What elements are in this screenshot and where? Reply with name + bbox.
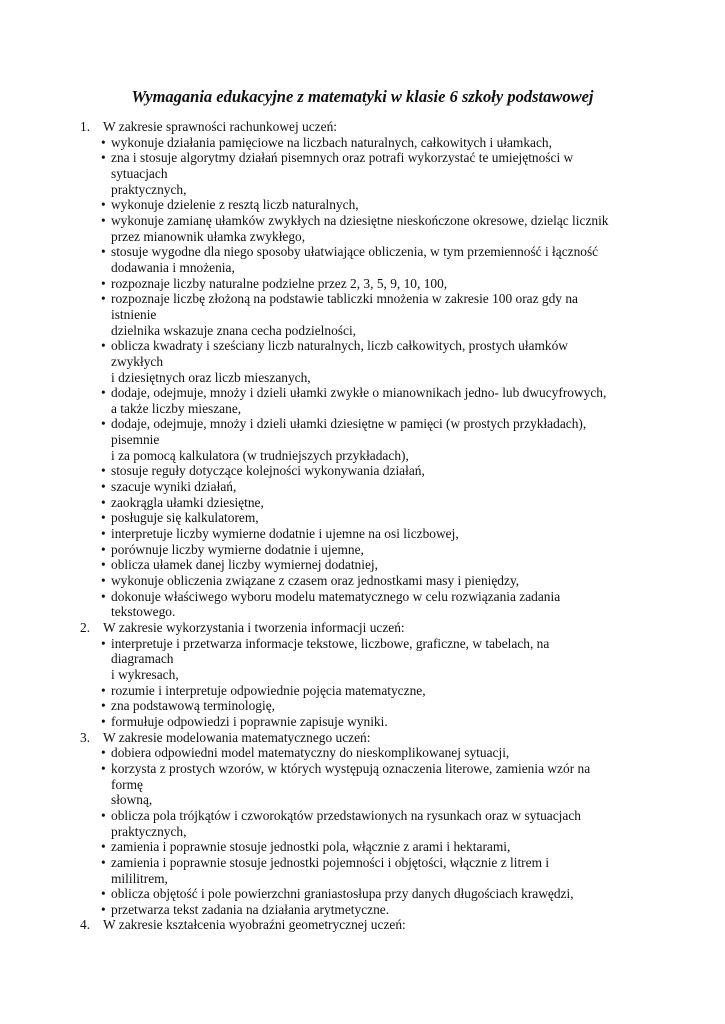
list-item [80, 902, 640, 918]
item-line [80, 792, 640, 808]
item-text: wykonuje zamianę ułamków zwykłych na dziesiętne nieskończone okresowe, dzieląc licznik [111, 212, 609, 228]
item-text: dobiera odpowiedni model matematyczny do nieskomplikowanej sytuacji, [111, 745, 510, 761]
list-item [80, 808, 640, 839]
item-line [80, 839, 640, 855]
item-text: sytuacjach [111, 165, 168, 181]
bullet-icon: • [101, 698, 106, 714]
bullet-icon: • [101, 760, 106, 776]
item-text: wykonuje działania pamięciowe na liczbach naturalnych, całkowitych i ułamkach, [111, 134, 552, 150]
item-line [80, 557, 640, 573]
item-text: zna i stosuje algorytmy działań pisemnych oraz potrafi wykorzystać te umiejętności w [111, 150, 574, 166]
item-text: interpretuje liczby wymierne dodatnie i ujemne na osi liczbowej, [111, 526, 459, 542]
item-line [80, 667, 640, 683]
item-line [80, 291, 640, 307]
list-item [80, 463, 640, 479]
item-line [80, 370, 640, 386]
item-text: dodawania i mnożenia, [111, 259, 235, 275]
bullet-icon: • [101, 541, 106, 557]
list-item [80, 213, 640, 244]
item-text: zamienia i poprawnie stosuje jednostki pola, włącznie z arami i hektarami, [111, 839, 511, 855]
list-item [80, 244, 640, 275]
item-line [80, 573, 640, 589]
bullet-icon: • [101, 150, 106, 166]
item-line [80, 761, 640, 777]
bullet-icon: • [101, 212, 106, 228]
item-text: posługuje się kalkulatorem, [111, 510, 259, 526]
item-text: zwykłych [111, 353, 164, 369]
list-section [80, 620, 640, 730]
list-section [80, 730, 640, 918]
bullet-icon: • [101, 291, 106, 307]
item-line [80, 307, 640, 323]
item-line [80, 135, 640, 151]
item-text: porównuje liczby wymierne dodatnie i ujemne, [111, 541, 364, 557]
item-line [80, 886, 640, 902]
item-line [80, 401, 640, 417]
item-text: stosuje wygodne dla niego sposoby ułatwiające obliczenia, w tym przemienność i łączność [111, 244, 599, 260]
list-item [80, 479, 640, 495]
bullet-icon: • [101, 510, 106, 526]
section-number: 1. [80, 119, 91, 134]
item-line [80, 197, 640, 213]
item-text: słowną, [111, 792, 153, 808]
item-line [80, 542, 640, 558]
bullet-icon: • [101, 385, 106, 401]
item-text: stosuje reguły dotyczące kolejności wykonywania działań, [111, 463, 425, 479]
item-line [80, 166, 640, 182]
list-item [80, 557, 640, 573]
item-line [80, 479, 640, 495]
section-heading [80, 917, 640, 933]
item-line [80, 150, 640, 166]
item-text: przetwarza tekst zadania na działania arytmetyczne. [111, 901, 390, 917]
item-line [80, 510, 640, 526]
item-line [80, 808, 640, 824]
section-number: 4. [80, 917, 91, 933]
section-number: 3. [80, 729, 91, 745]
list-item [80, 745, 640, 761]
item-text: rozumie i interpretuje odpowiednie pojęcia matematyczne, [111, 682, 426, 698]
list-item [80, 495, 640, 511]
list-item [80, 385, 640, 416]
item-text: praktycznych, [111, 823, 187, 839]
item-text: tekstowego. [111, 604, 176, 620]
section-heading [80, 119, 640, 135]
item-text: pisemnie [111, 432, 160, 448]
item-text: diagramach [111, 651, 174, 667]
list-item [80, 714, 640, 730]
bullet-icon: • [101, 463, 106, 479]
item-line [80, 636, 640, 652]
list-item [80, 542, 640, 558]
item-line [80, 526, 640, 542]
bullet-icon: • [101, 416, 106, 432]
list-item [80, 526, 640, 542]
item-text: szacuje wyniki działań, [111, 479, 237, 495]
item-line [80, 463, 640, 479]
section-heading [80, 730, 640, 746]
item-line [80, 354, 640, 370]
item-line [80, 213, 640, 229]
item-text: zna podstawową terminologię, [111, 698, 275, 714]
bullet-icon: • [101, 901, 106, 917]
item-line [80, 448, 640, 464]
item-text: formę [111, 776, 143, 792]
item-text: a także liczby mieszane, [111, 400, 242, 416]
item-text: wykonuje dzielenie z resztą liczb naturalnych, [111, 197, 359, 213]
item-line [80, 698, 640, 714]
item-line [80, 589, 640, 605]
item-text: zaokrągla ułamki dziesiętne, [111, 494, 264, 510]
bullet-icon: • [101, 134, 106, 150]
item-text: dodaje, odejmuje, mnoży i dzieli ułamki zwykłe o mianownikach jedno- lub dwucyfrowych, [111, 385, 607, 401]
bullet-icon: • [101, 275, 106, 291]
item-text: wykonuje obliczenia związane z czasem oraz jednostkami masy i pieniędzy, [111, 573, 520, 589]
list-item [80, 698, 640, 714]
section-heading-text: W zakresie wykorzystania i tworzenia informacji uczeń: [103, 620, 405, 635]
item-text: dokonuje właściwego wyboru modelu matematycznego w celu rozwiązania zadania [111, 588, 561, 604]
item-text: dodaje, odejmuje, mnoży i dzieli ułamki dziesiętne w pamięci (w prostych przykładach), [111, 416, 587, 432]
list-item [80, 150, 640, 197]
item-text: oblicza ułamek danej liczby wymiernej dodatniej, [111, 557, 378, 573]
item-line [80, 495, 640, 511]
bullet-icon: • [101, 479, 106, 495]
item-text: interpretuje i przetwarza informacje tekstowe, liczbowe, graficzne, w tabelach, na [111, 635, 550, 651]
list-item [80, 589, 640, 620]
list-item [80, 761, 640, 808]
page-title: Wymagania edukacyjne z matematyki w klasie 6 szkoły podstawowej [131, 87, 594, 106]
bullet-icon: • [101, 526, 106, 542]
item-line [80, 651, 640, 667]
bullet-icon: • [101, 244, 106, 260]
item-text: mililitrem, [111, 870, 168, 886]
bullet-icon: • [101, 854, 106, 870]
bullet-icon: • [101, 197, 106, 213]
list-item [80, 197, 640, 213]
item-line [80, 244, 640, 260]
item-line [80, 745, 640, 761]
list-item [80, 338, 640, 385]
item-text: i dziesiętnych oraz liczb mieszanych, [111, 369, 311, 385]
bullet-icon: • [101, 494, 106, 510]
section-number: 2. [80, 620, 91, 635]
list-item [80, 135, 640, 151]
list-item [80, 416, 640, 463]
item-line [80, 229, 640, 245]
item-line [80, 604, 640, 620]
section-heading [80, 620, 640, 636]
item-text: i wykresach, [111, 666, 179, 682]
item-line [80, 714, 640, 730]
section-heading-text: W zakresie sprawności rachunkowej uczeń: [103, 119, 337, 134]
item-text: zamienia i poprawnie stosuje jednostki pojemności i objętości, włącznie z litrem i [111, 854, 550, 870]
section-heading-text: W zakresie modelowania matematycznego uczeń: [103, 729, 371, 745]
bullet-icon: • [101, 338, 106, 354]
item-text: formułuje odpowiedzi i poprawnie zapisuje wyniki. [111, 713, 388, 729]
list-item [80, 510, 640, 526]
item-text: przez mianownik ułamka zwykłego, [111, 228, 306, 244]
item-text: dzielnika wskazuje znana cecha podzielności, [111, 322, 357, 338]
item-line [80, 432, 640, 448]
bullet-icon: • [101, 839, 106, 855]
list-item [80, 573, 640, 589]
item-line [80, 182, 640, 198]
item-line [80, 323, 640, 339]
bullet-icon: • [101, 635, 106, 651]
item-text: istnienie [111, 306, 157, 322]
item-text: oblicza pola trójkątów i czworokątów przedstawionych na rysunkach oraz w sytuacjach [111, 807, 581, 823]
list-item [80, 291, 640, 338]
item-text: oblicza objętość i pole powierzchni graniastosłupa przy danych długościach krawędzi, [111, 886, 574, 902]
item-text: rozpoznaje liczby naturalne podzielne przez 2, 3, 5, 9, 10, 100, [111, 275, 448, 291]
item-text: rozpoznaje liczbę złożoną na podstawie tabliczki mnożenia w zakresie 100 oraz gdy na [111, 291, 578, 307]
list-item [80, 683, 640, 699]
item-text: oblicza kwadraty i sześciany liczb naturalnych, liczb całkowitych, prostych ułamków [111, 338, 568, 354]
list-item [80, 636, 640, 683]
bullet-icon: • [101, 573, 106, 589]
item-line [80, 260, 640, 276]
item-text: korzysta z prostych wzorów, w których występują oznaczenia literowe, zamienia wzór na [111, 760, 591, 776]
bullet-icon: • [101, 713, 106, 729]
bullet-icon: • [101, 588, 106, 604]
item-line [80, 871, 640, 887]
item-line [80, 902, 640, 918]
bullet-icon: • [101, 557, 106, 573]
item-line [80, 385, 640, 401]
item-line [80, 416, 640, 432]
list-item [80, 855, 640, 886]
bullet-icon: • [101, 682, 106, 698]
section-heading-text: W zakresie kształcenia wyobraźni geometrycznej uczeń: [103, 917, 406, 933]
list-item [80, 886, 640, 902]
item-text: praktycznych, [111, 181, 187, 197]
item-line [80, 683, 640, 699]
requirements-list [80, 119, 640, 933]
bullet-icon: • [101, 886, 106, 902]
bullet-icon: • [101, 807, 106, 823]
item-line [80, 777, 640, 793]
item-line [80, 824, 640, 840]
bullet-icon: • [101, 745, 106, 761]
item-line [80, 338, 640, 354]
item-line [80, 276, 640, 292]
list-item [80, 839, 640, 855]
list-item [80, 276, 640, 292]
list-section [80, 917, 640, 933]
item-line [80, 855, 640, 871]
item-text: i za pomocą kalkulatora (w trudniejszych przykładach), [111, 447, 409, 463]
list-section [80, 119, 640, 620]
